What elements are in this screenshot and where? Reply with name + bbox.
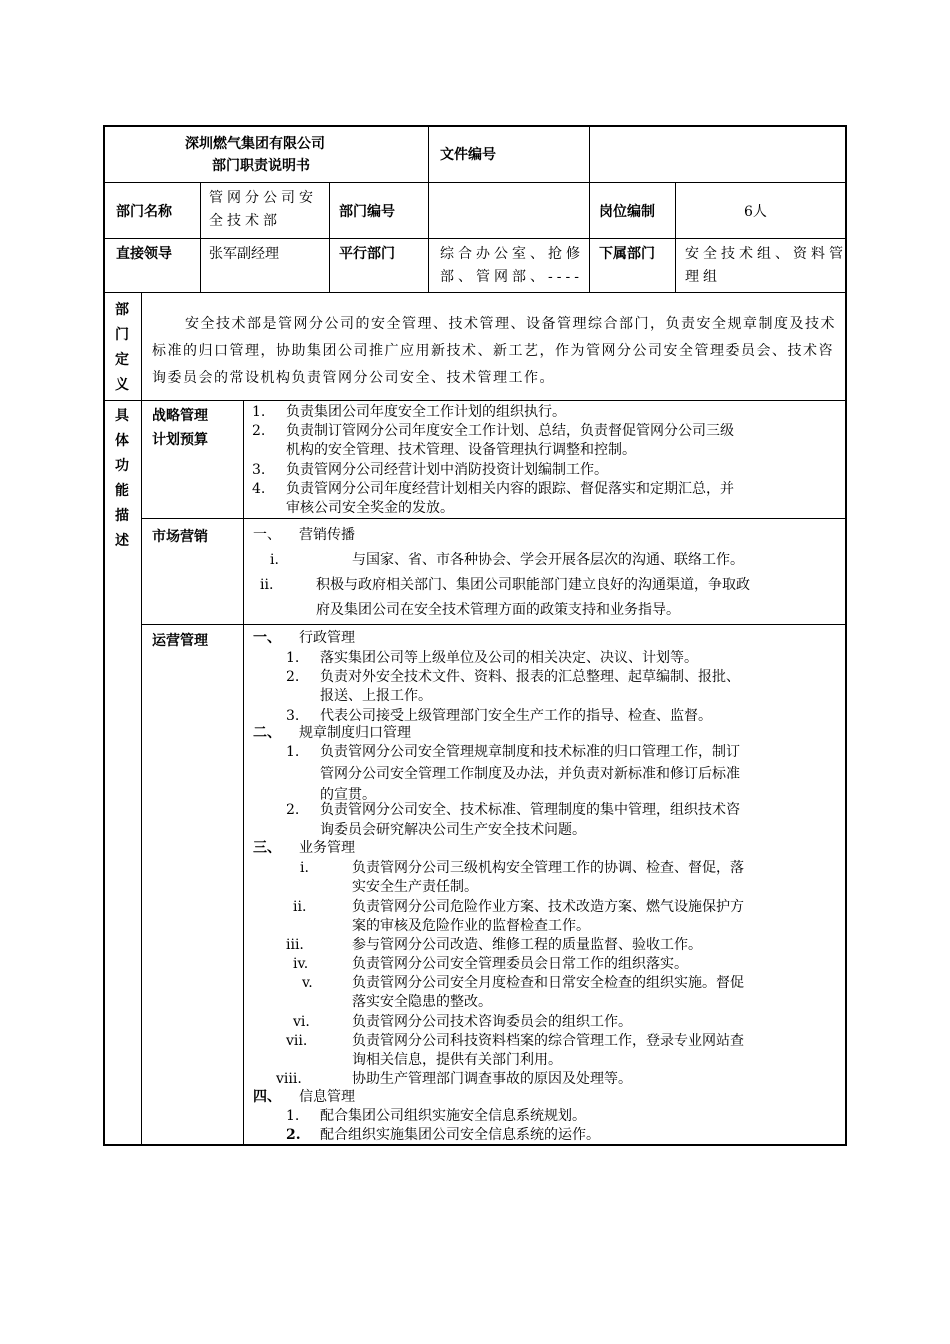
parallel-dept-line1: 综合办公室、抢修 <box>440 246 584 262</box>
list-item: 负责管网分公司安全管理委员会日常工作的组织落实。 <box>352 956 688 972</box>
functions-label <box>112 404 132 554</box>
list-item: 负责管网分公司年度经营计划相关内容的跟踪、督促落实和定期汇总，并 <box>286 481 734 497</box>
list-item-num: 2. <box>286 1127 301 1143</box>
list-item-num: 1. <box>286 1108 300 1124</box>
definition-label-char: 定 <box>115 352 129 368</box>
list-item-num: i. <box>270 552 279 568</box>
functions-label-char: 能 <box>115 483 129 499</box>
list-item-num: 1. <box>286 744 300 760</box>
list-item: 负责管网分公司安全月度检查和日常安全检查的组织实施。督促 <box>352 975 744 991</box>
leader-value: 张军副经理 <box>209 246 279 262</box>
section-title: 行政管理 <box>299 630 355 646</box>
file-number-label: 文件编号 <box>440 147 496 163</box>
functions-label-char: 具 <box>115 408 129 424</box>
definition-label-char: 义 <box>115 377 129 393</box>
list-item: 负责管网分公司危险作业方案、技术改造方案、燃气设施保护方 <box>352 899 744 915</box>
leader-label: 直接领导 <box>116 246 172 262</box>
company-name: 深圳燃气集团有限公司 <box>185 136 325 152</box>
list-item: 负责管网分公司安全管理规章制度和技术标准的归口管理工作，制订 <box>320 744 740 760</box>
list-item-cont: 报送、上报工作。 <box>320 688 432 704</box>
functions-label-char: 体 <box>115 433 129 449</box>
section-number: 一、 <box>253 527 281 543</box>
list-item: 负责管网分公司三级机构安全管理工作的协调、检查、督促，落 <box>352 860 744 876</box>
list-item-cont: 落实安全隐患的整改。 <box>352 994 492 1010</box>
sub-dept-line2: 理组 <box>685 269 721 285</box>
list-item-num: 2. <box>252 423 266 439</box>
parallel-dept-line2: 部、管网部、---- <box>440 269 583 285</box>
list-item-num: 2. <box>286 669 300 685</box>
list-item-num: vii. <box>286 1033 308 1049</box>
list-item-cont: 案的审核及危险作业的监督检查工作。 <box>352 918 590 934</box>
section-title: 信息管理 <box>299 1089 355 1105</box>
list-item-cont: 管网分公司安全管理工作制度及办法，并负责对新标准和修订后标准 <box>320 766 740 782</box>
section-title: 业务管理 <box>299 840 355 856</box>
functions-label-char: 描 <box>115 508 129 524</box>
list-item-cont: 询相关信息，提供有关部门利用。 <box>352 1052 562 1068</box>
dept-name-label: 部门名称 <box>116 204 172 220</box>
operations-title: 运营管理 <box>152 633 208 649</box>
definition-text: 安全技术部是管网分公司的安全管理、技术管理、设备管理综合部门，负责安全规章制度及技术标准的归口管理，协助集团公司推广应用新技术、新工艺，作为管网分公司安全管理委员会、技术咨询委员会的常设机构负责管网分公司安全、技术管理工作。 <box>152 316 836 386</box>
parallel-dept-label: 平行部门 <box>339 246 395 262</box>
dept-name-value-line2: 全技术部 <box>209 213 281 229</box>
list-item-num: iii. <box>286 937 304 953</box>
list-item-cont: 实安全生产责任制。 <box>352 879 478 895</box>
list-item: 落实集团公司等上级单位及公司的相关决定、决议、计划等。 <box>320 650 698 666</box>
list-item: 配合集团公司组织实施安全信息系统规划。 <box>320 1108 586 1124</box>
strategy-title-line2: 计划预算 <box>152 432 208 448</box>
list-item-num: 4. <box>252 481 266 497</box>
definition-label-char: 部 <box>115 302 129 318</box>
functions-label-char: 功 <box>115 458 129 474</box>
marketing-title: 市场营销 <box>152 529 208 545</box>
sub-dept-label: 下属部门 <box>599 246 655 262</box>
list-item: 代表公司接受上级管理部门安全生产工作的指导、检查、监督。 <box>320 708 712 724</box>
list-item: 负责制订管网分公司年度安全工作计划、总结，负责督促管网分公司三级 <box>286 423 734 439</box>
dept-code-label: 部门编号 <box>339 204 395 220</box>
headcount-value: 6人 <box>744 204 767 220</box>
list-item: 负责集团公司年度安全工作计划的组织执行。 <box>286 404 566 420</box>
functions-label-char: 述 <box>115 533 129 549</box>
list-item-num: v. <box>302 975 313 991</box>
sub-dept-line1: 安全技术组、资料管 <box>685 246 847 262</box>
list-item-num: 1. <box>286 650 300 666</box>
dept-name-value-line1: 管网分公司安 <box>209 190 317 206</box>
section-title: 规章制度归口管理 <box>299 725 411 741</box>
list-item-cont: 的宣贯。 <box>320 787 376 803</box>
list-item: 参与管网分公司改造、维修工程的质量监督、验收工作。 <box>352 937 702 953</box>
section-number: 二、 <box>253 725 281 741</box>
list-item: 与国家、省、市各种协会、学会开展各层次的沟通、联络工作。 <box>352 552 744 568</box>
list-item-num: i. <box>300 860 309 876</box>
list-item-cont: 审核公司安全奖金的发放。 <box>286 500 454 516</box>
list-item-cont: 询委员会研究解决公司生产安全技术问题。 <box>320 822 586 838</box>
list-item: 负责管网分公司经营计划中消防投资计划编制工作。 <box>286 462 608 478</box>
document-title: 部门职责说明书 <box>212 158 310 174</box>
list-item-num: 2. <box>286 802 300 818</box>
list-item-num: viii. <box>276 1071 302 1087</box>
section-title: 营销传播 <box>299 527 355 543</box>
definition-label-char: 门 <box>115 327 129 343</box>
headcount-label: 岗位编制 <box>599 204 655 220</box>
list-item-num: 3. <box>252 462 266 478</box>
list-item-num: 3. <box>286 708 300 724</box>
list-item: 负责管网分公司安全、技术标准、管理制度的集中管理，组织技术咨 <box>320 802 740 818</box>
strategy-title-line1: 战略管理 <box>152 408 208 424</box>
definition-label <box>112 298 132 398</box>
list-item-cont: 机构的安全管理、技术管理、设备管理执行调整和控制。 <box>286 442 636 458</box>
section-number: 四、 <box>253 1089 281 1105</box>
list-item-num: ii. <box>260 577 274 593</box>
list-item-num: iv. <box>293 956 309 972</box>
list-item-num: ii. <box>293 899 307 915</box>
list-item: 协助生产管理部门调查事故的原因及处理等。 <box>352 1071 632 1087</box>
section-number: 三、 <box>253 840 281 856</box>
list-item-num: 1. <box>252 404 266 420</box>
section-number: 一、 <box>253 630 281 646</box>
list-item: 配合组织实施集团公司安全信息系统的运作。 <box>320 1127 600 1143</box>
list-item: 负责管网分公司科技资料档案的综合管理工作，登录专业网站查 <box>352 1033 744 1049</box>
list-item: 负责对外安全技术文件、资料、报表的汇总整理、起草编制、报批、 <box>320 669 740 685</box>
list-item-cont: 府及集团公司在安全技术管理方面的政策支持和业务指导。 <box>316 602 680 618</box>
list-item: 积极与政府相关部门、集团公司职能部门建立良好的沟通渠道，争取政 <box>316 577 750 593</box>
list-item-num: vi. <box>293 1014 310 1030</box>
list-item: 负责管网分公司技术咨询委员会的组织工作。 <box>352 1014 632 1030</box>
